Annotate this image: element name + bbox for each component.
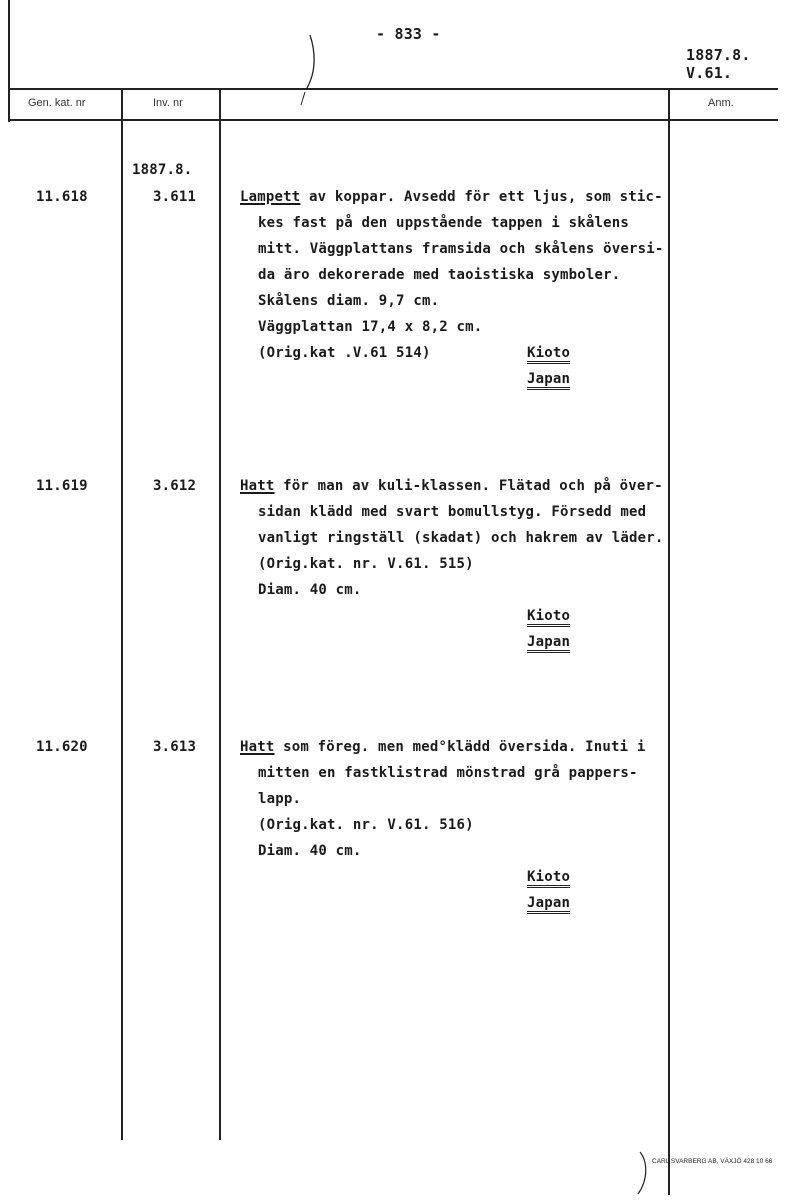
printer-mark: CARL SVARBERG AB, VÄXJÖ 428 10 66 bbox=[652, 1158, 773, 1165]
description-text: som föreg. men med°klädd översida. Inuti i bbox=[274, 739, 646, 755]
origin-place: Kioto bbox=[527, 608, 570, 627]
description-first-line bbox=[240, 739, 646, 755]
bracket-mark bbox=[295, 30, 325, 110]
inv-nr: 3.613 bbox=[153, 739, 197, 755]
header-reference-series: V.61. bbox=[686, 64, 733, 82]
description-text: för man av kuli-klassen. Flätad och på över- bbox=[274, 478, 663, 494]
description-line: da äro dekorerade med taoistiska symboler. bbox=[258, 267, 621, 283]
origin-place: Kioto bbox=[527, 345, 570, 364]
description-line: Diam. 40 cm. bbox=[258, 843, 362, 859]
description-line: kes fast på den uppstående tappen i skålens bbox=[258, 215, 630, 231]
item-title: Hatt bbox=[240, 478, 275, 494]
origin-country: Japan bbox=[527, 895, 570, 914]
origin-place: Kioto bbox=[527, 869, 570, 888]
description-line: Diam. 40 cm. bbox=[258, 582, 362, 598]
description-first-line bbox=[240, 478, 663, 494]
item-title: Lampett bbox=[240, 189, 301, 205]
description-line: (Orig.kat .V.61 514) bbox=[258, 345, 431, 361]
inv-nr: 3.611 bbox=[153, 189, 197, 205]
inv-nr: 3.612 bbox=[153, 478, 197, 494]
description-line: (Orig.kat. nr. V.61. 516) bbox=[258, 817, 474, 833]
gen-kat-nr: 11.619 bbox=[36, 478, 88, 494]
header-reference-year: 1887.8. bbox=[686, 46, 751, 64]
description-line: lapp. bbox=[258, 791, 302, 807]
description-line: mitt. Väggplattans framsida och skålens översi- bbox=[258, 241, 664, 257]
description-first-line bbox=[240, 189, 663, 205]
column-header-anm: Anm. bbox=[708, 97, 734, 109]
divider-desc-anm bbox=[668, 88, 670, 1195]
item-title: Hatt bbox=[240, 739, 275, 755]
inv-prefix: 1887.8. bbox=[132, 162, 193, 178]
gen-kat-nr: 11.618 bbox=[36, 189, 88, 205]
divider-gen-inv bbox=[121, 88, 123, 1140]
description-line: vanligt ringställ (skadat) och hakrem av läder. bbox=[258, 530, 664, 546]
description-line: mitten en fastklistrad mönstrad grå pappers- bbox=[258, 765, 638, 781]
header-bottom-rule bbox=[8, 119, 778, 121]
gen-kat-nr: 11.620 bbox=[36, 739, 88, 755]
origin-country: Japan bbox=[527, 371, 570, 390]
description-line: Väggplattan 17,4 x 8,2 cm. bbox=[258, 319, 483, 335]
origin-country: Japan bbox=[527, 634, 570, 653]
footer-bracket-mark bbox=[634, 1150, 652, 1198]
left-border bbox=[8, 0, 10, 122]
divider-inv-desc bbox=[219, 88, 221, 1140]
column-header-inv-nr: Inv. nr bbox=[153, 97, 183, 109]
description-line: (Orig.kat. nr. V.61. 515) bbox=[258, 556, 474, 572]
description-text: av koppar. Avsedd för ett ljus, som stic- bbox=[300, 189, 663, 205]
description-line: Skålens diam. 9,7 cm. bbox=[258, 293, 440, 309]
description-line: sidan klädd med svart bomullstyg. Försedd med bbox=[258, 504, 647, 520]
column-header-gen-kat-nr: Gen. kat. nr bbox=[28, 97, 86, 109]
header-top-rule bbox=[8, 88, 778, 90]
page-number: - 833 - bbox=[376, 25, 441, 43]
